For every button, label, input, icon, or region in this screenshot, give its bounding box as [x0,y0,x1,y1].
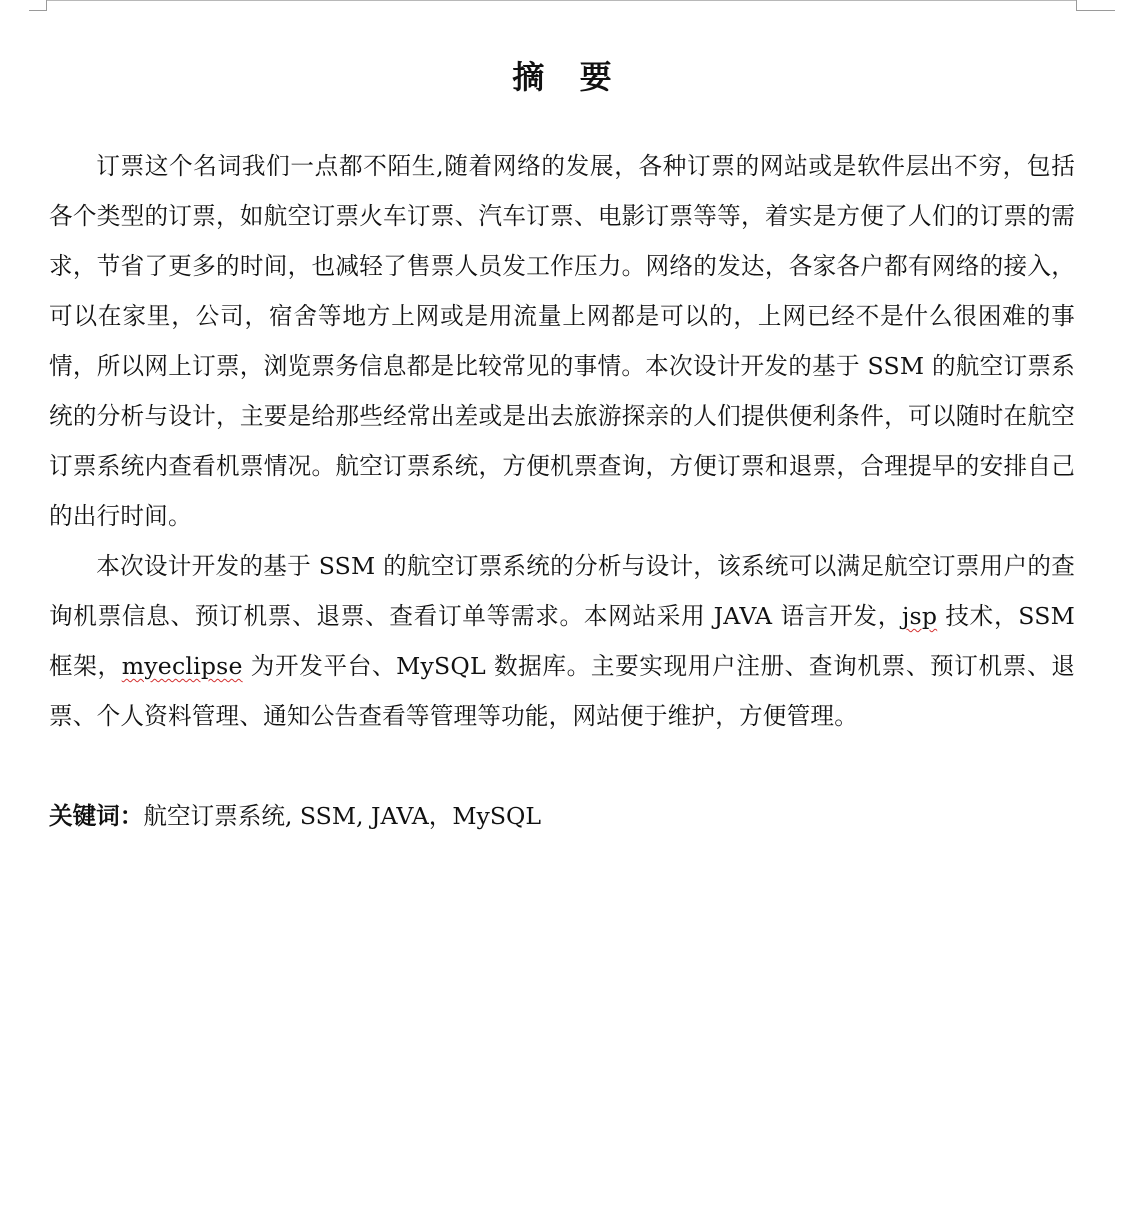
abstract-paragraph-2 [49,541,1075,741]
page-top-edge [47,0,1076,1]
keywords-line [49,791,1075,841]
paragraph-2-text-b: 技术，SSM 框架， [49,602,1075,680]
abstract-paragraph-1: 订票这个名词我们一点都不陌生,随着网络的发展，各种订票的网站或是软件层出不穷，包括各个类型的订票，如航空订票火车订票、汽车订票、电影订票等等，着实是方便了人们的订票的需求，节省了更多的时间，也减轻了售票人员发工作压力。网络的发达，各家各户都有网络的接入，可以在家里，公司，宿舍等地方上网或是用流量上网都是可以的，上网已经不是什么很困难的事情，所以网上订票，浏览票务信息都是比较常见的事情。本次设计开发的基于 SSM 的航空订票系统的分析与设计，主要是给那些经常出差或是出去旅游探亲的人们提供便利条件，可以随时在航空订票系统内查看机票情况。航空订票系统，方便机票查询，方便订票和退票，合理提早的安排自己的出行时间。 [49,152,1075,530]
document-body [49,52,1075,841]
page-corner-mark-left [29,0,47,11]
abstract-title: 摘 要 [512,58,624,96]
keywords-text: 航空订票系统, SSM, JAVA，MySQL [143,802,542,830]
spellcheck-word-jsp[interactable]: jsp [902,602,938,630]
page-corner-mark-right [1076,0,1115,11]
keywords-label: 关键词： [49,802,144,830]
paragraph-2-text-a: 本次设计开发的基于 SSM 的航空订票系统的分析与设计，该系统可以满足航空订票用户的查询机票信息、预订机票、退票、查看订单等需求。本网站采用 JAVA 语言开发， [49,552,1075,630]
spellcheck-word-myeclipse[interactable]: myeclipse [121,652,243,680]
paragraph-2-text-c: 为开发平台、MySQL 数据库。主要实现用户注册、查询机票、预订机票、退票、个人资料管理、通知公告查看等管理等功能，网站便于维护，方便管理。 [49,652,1075,730]
